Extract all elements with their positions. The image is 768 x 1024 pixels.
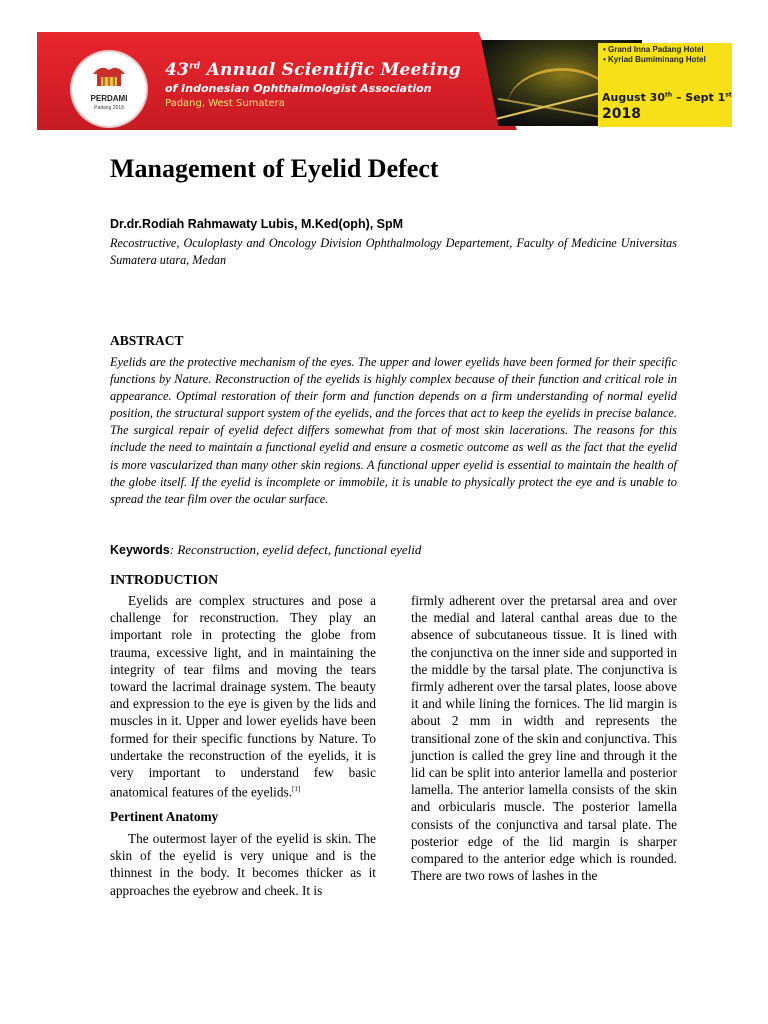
introduction-heading: INTRODUCTION bbox=[110, 572, 219, 587]
abstract-heading: ABSTRACT bbox=[110, 333, 184, 348]
introduction-body bbox=[110, 592, 376, 801]
anatomy-paragraph: The outermost layer of the eyelid is skin. The skin of the eyelid is very unique and is the thinnest in the body. It becomes thicker as it approaches the eyebrow and cheek. It is bbox=[110, 831, 376, 898]
date-start-ordinal: th bbox=[665, 91, 673, 99]
event-dates bbox=[602, 91, 732, 104]
citation-ref: [1] bbox=[292, 785, 301, 794]
banner-title-number: 43 bbox=[165, 60, 190, 80]
venue-item: • Kyriad Bumiminang Hotel bbox=[603, 55, 706, 64]
author-affiliation: Recostructive, Oculoplasty and Oncology Division Ophthalmology Departement, Faculty of Medicine Universitas Sumatera utara, Medan bbox=[110, 236, 677, 267]
venue-item: • Grand Inna Padang Hotel bbox=[603, 45, 704, 54]
pertinent-anatomy-heading: Pertinent Anatomy bbox=[110, 809, 219, 824]
perdami-logo bbox=[72, 52, 146, 126]
logo-sub: Padang 2018 bbox=[94, 105, 124, 111]
gadang-house-icon bbox=[92, 62, 126, 88]
banner-title-ordinal: rd bbox=[189, 61, 201, 72]
right-column-paragraph: firmly adherent over the pretarsal area and over the medial and lateral canthal areas due to the absence of subcutaneous tissue. It is lined with the conjunctiva on the inner side and supported in the middle by the tarsal plate. The conjunctiva is firmly adherent over the tarsal plates, loose above it and while lining the fornices. The lid margin is about 2 mm in width and represents the transitional zone of the skin and conjunctiva. This junction is called the grey line and through it the lid can be split into anterior lamella and posterior lamella. The anterior lamella consists of the skin and orbicularis muscle. The posterior lamella consists of the conjunctiva and tarsal plate. The posterior edge of the lid margin is sharper compared to the anterior edge which is rounded. There are two rows of lashes in the bbox=[411, 593, 677, 884]
banner-title-rest: Annual Scientific Meeting bbox=[200, 60, 461, 80]
date-end-ordinal: st bbox=[725, 91, 732, 99]
author-name: Dr.dr.Rodiah Rahmawaty Lubis, M.Ked(oph), SpM bbox=[110, 217, 404, 231]
introduction-paragraph bbox=[110, 592, 376, 801]
event-year: 2018 bbox=[602, 106, 641, 122]
banner-title bbox=[165, 60, 461, 80]
conference-banner bbox=[37, 32, 732, 130]
abstract-text: Eyelids are the protective mechanism of the eyes. The upper and lower eyelids have been formed for their specific functions by Nature. Reconstruction of the eyelids is highly complex because of their function and critical role in appearance. Optimal restoration of their form and function depends on a firm understanding of normal eyelid position, the structural support system of the eyelids, and the forces that act to keep the eyelids in precise balance. The surgical repair of eyelid defect differs somewhat from that of most skin lacerations. The reasons for this include the need to maintain a functional eyelid and ensure a cosmetic outcome as well as the fact that the eyelid is more vascularized than many other skin regions. A functional upper eyelid is essential to maintain the health of the globe itself. If the eyelid is incomplete or immobile, it is unable to physically protect the eye and is unable to spread the tear film over the ocular surface. bbox=[110, 355, 677, 506]
introduction-text: Eyelids are complex structures and pose a challenge for reconstruction. They play an important role in protecting the globe from trauma, excessive light, and in maintaining the integrity of tear films and moving the tears toward the lacrimal drainage system. The beauty and expression to the eye is given by the lids and muscles in it. Upper and lower eyelids have been formed for their specific functions by Nature. To undertake the reconstruction of the eyelids, it is very important to understand few basic anatomical features of the eyelids. bbox=[110, 593, 376, 800]
banner-location: Padang, West Sumatera bbox=[165, 98, 285, 109]
paper-title: Management of Eyelid Defect bbox=[110, 154, 439, 183]
venue-list bbox=[603, 45, 706, 65]
banner-subtitle: of Indonesian Ophthalmologist Association bbox=[165, 82, 432, 95]
keywords-colon: : bbox=[169, 542, 175, 557]
date-start: August 30 bbox=[602, 91, 665, 104]
date-end: – Sept 1 bbox=[672, 91, 726, 104]
keywords-value: Reconstruction, eyelid defect, functional eyelid bbox=[174, 542, 422, 557]
keywords-line bbox=[110, 542, 677, 558]
anatomy-body bbox=[110, 830, 376, 899]
keywords-label: Keywords bbox=[110, 543, 170, 557]
logo-label: PERDAMI bbox=[90, 94, 128, 103]
right-column-body bbox=[411, 592, 677, 884]
